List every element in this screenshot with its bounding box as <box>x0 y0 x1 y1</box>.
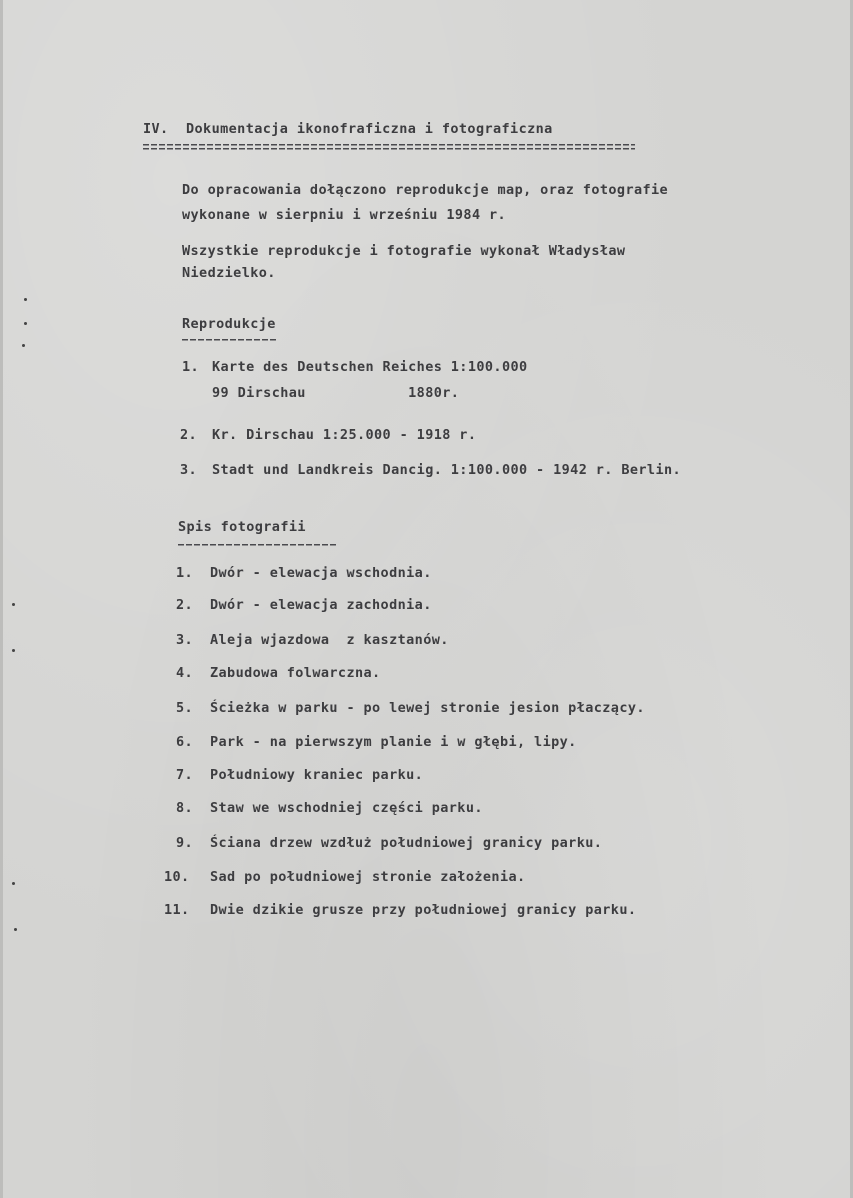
intro-line-1: Do opracowania dołączono reprodukcje map, oraz fotografie <box>182 182 669 198</box>
intro-line-4: Niedzielko. <box>182 265 276 281</box>
repro-text: Kr. Dirschau 1:25.000 - 1918 r. <box>212 427 477 443</box>
binder-mark <box>24 322 27 325</box>
photo-text: Park - na pierwszym planie i w głębi, lipy. <box>210 734 577 750</box>
title-double-underline <box>143 144 635 150</box>
binder-mark <box>14 928 17 931</box>
photo-num: 4. <box>176 665 194 681</box>
repro-num: 3. <box>180 462 198 478</box>
photo-num: 6. <box>176 734 194 750</box>
photos-underline <box>178 544 336 546</box>
photo-text: Aleja wjazdowa z kasztanów. <box>210 632 449 648</box>
photo-num: 1. <box>176 565 194 581</box>
section-title: Dokumentacja ikonofraficzna i fotograficzna <box>186 121 553 137</box>
section-numeral: IV. <box>143 121 169 137</box>
repro-text: Karte des Deutschen Reiches 1:100.000 <box>212 359 528 375</box>
photo-num: 3. <box>176 632 194 648</box>
photo-text: Ścieżka w parku - po lewej stronie jesion płaczący. <box>210 700 645 716</box>
binder-mark <box>24 298 27 301</box>
repro-num: 2. <box>180 427 198 443</box>
photo-text: Dwór - elewacja wschodnia. <box>210 565 432 581</box>
photo-text: Południowy kraniec parku. <box>210 767 424 783</box>
photo-num: 8. <box>176 800 194 816</box>
photo-text: Staw we wschodniej części parku. <box>210 800 483 816</box>
intro-line-3: Wszystkie reprodukcje i fotografie wykonał Władysław <box>182 243 626 259</box>
repro-text: Stadt und Landkreis Dancig. 1:100.000 - 1942 r. Berlin. <box>212 462 682 478</box>
intro-line-2: wykonane w sierpniu i wrześniu 1984 r. <box>182 207 507 223</box>
binder-mark <box>22 344 25 347</box>
photos-heading: Spis fotografii <box>178 519 306 535</box>
repro-text: 99 Dirschau 1880r. <box>212 385 460 401</box>
photo-num: 10. <box>164 869 190 885</box>
photo-text: Dwie dzikie grusze przy południowej granicy parku. <box>210 902 637 918</box>
photo-text: Dwór - elewacja zachodnia. <box>210 597 432 613</box>
photo-num: 5. <box>176 700 194 716</box>
sheet-left-edge <box>0 0 3 1198</box>
photo-text: Zabudowa folwarczna. <box>210 665 381 681</box>
reproductions-heading: Reprodukcje <box>182 316 276 332</box>
photo-num: 9. <box>176 835 194 851</box>
photo-num: 7. <box>176 767 194 783</box>
repro-num: 1. <box>182 359 200 375</box>
binder-mark <box>12 603 15 606</box>
binder-mark <box>12 649 15 652</box>
reproductions-underline <box>182 339 278 341</box>
binder-mark <box>12 882 15 885</box>
photo-num: 11. <box>164 902 190 918</box>
photo-text: Ściana drzew wzdłuż południowej granicy parku. <box>210 835 603 851</box>
photo-text: Sad po południowej stronie założenia. <box>210 869 526 885</box>
photo-num: 2. <box>176 597 194 613</box>
